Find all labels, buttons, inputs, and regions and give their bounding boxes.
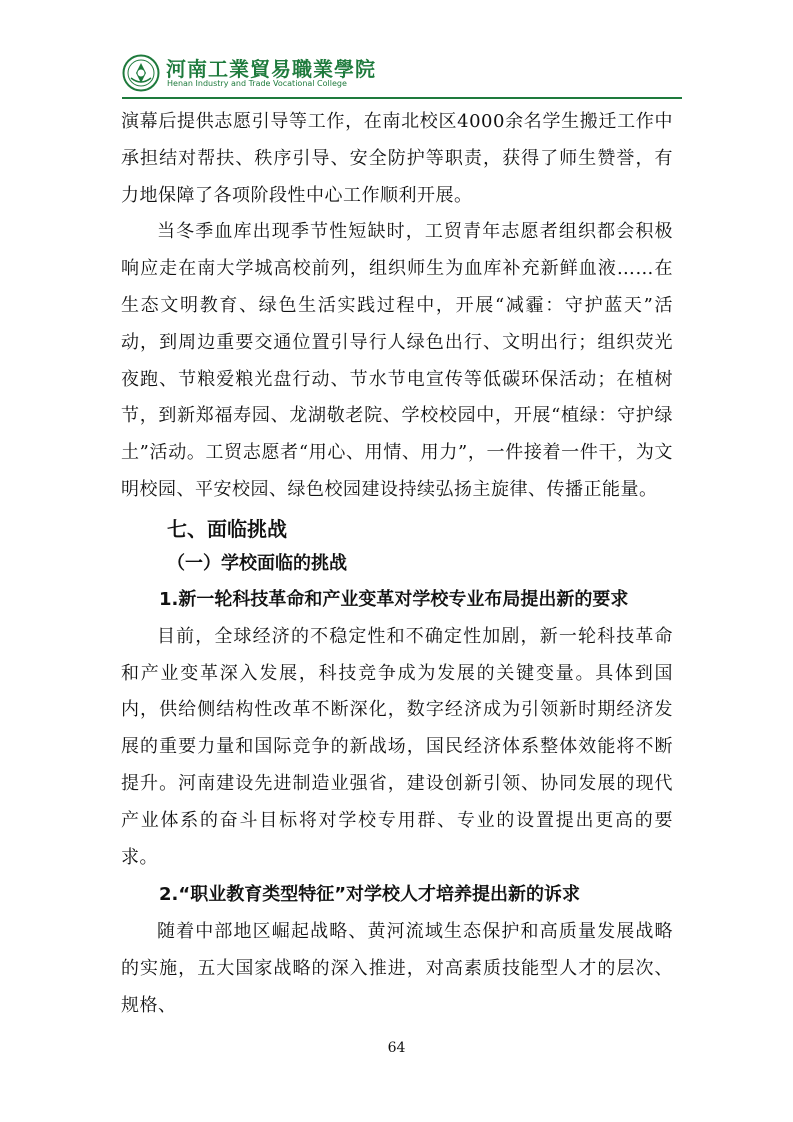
item-heading-1: 1.新一轮科技革命和产业变革对学校专业布局提出新的要求 — [159, 588, 629, 610]
paragraph-volunteer-activities: 当冬季血库出现季节性短缺时，工贸青年志愿者组织都会积极响应走在南大学城高校前列，组织师生为血库补充新鲜血液……在生态文明教育、绿色生活实践过程中，开展“减霾：守护蓝天”活动，到周边重要交通位置引导行人绿色出行、文明出行；组织荧光夜跑、节粮爱粮光盘行动、节水节电宣传等低碳环保活动；在植树节，到新郑福寿园、龙湖敬老院、学校校园中，开展“植绿：守护绿土”活动。工贸志愿者“用心、用情、用力”，一件接着一件干，为文明校园、平安校园、绿色校园建设持续弘扬主旋律、传播正能量。 — [121, 221, 673, 500]
section-heading: 七、面临挑战 — [167, 516, 287, 541]
header-divider — [122, 97, 682, 99]
college-emblem-icon — [122, 54, 160, 92]
subsection-heading: （一）学校面临的挑战 — [167, 552, 347, 574]
page-number: 64 — [387, 1040, 406, 1056]
school-name-en: Henan Industry and Trade Vocational College — [167, 79, 347, 88]
page-header — [122, 52, 682, 96]
paragraph-tech-revolution: 目前，全球经济的不稳定性和不确定性加剧，新一轮科技革命和产业变革深入发展，科技竞争成为发展的关键变量。具体到国内，供给侧结构性改革不断深化，数字经济成为引领新时期经济发展的重要力量和国际竞争的新战场，国民经济体系整体效能将不断提升。河南建设先进制造业强省，建设创新引领、协同发展的现代产业体系的奋斗目标将对学校专用群、专业的设置提出更高的要求。 — [121, 625, 673, 868]
paragraph-volunteer-work: 演幕后提供志愿引导等工作，在南北校区4000余名学生搬迁工作中承担结对帮扶、秩序引导、安全防护等职责，获得了师生赞誉，有力地保障了各项阶段性中心工作顺利开展。 — [121, 111, 673, 206]
item-heading-2: 2.“职业教育类型特征”对学校人才培养提出新的诉求 — [159, 884, 581, 906]
page-body — [121, 104, 673, 1025]
school-name-cn: 河南工業貿易職業學院 — [166, 57, 376, 81]
paragraph-national-strategy: 随着中部地区崛起战略、黄河流域生态保护和高质量发展战略的实施，五大国家战略的深入推进，对高素质技能型人才的层次、规格、 — [121, 921, 673, 1016]
